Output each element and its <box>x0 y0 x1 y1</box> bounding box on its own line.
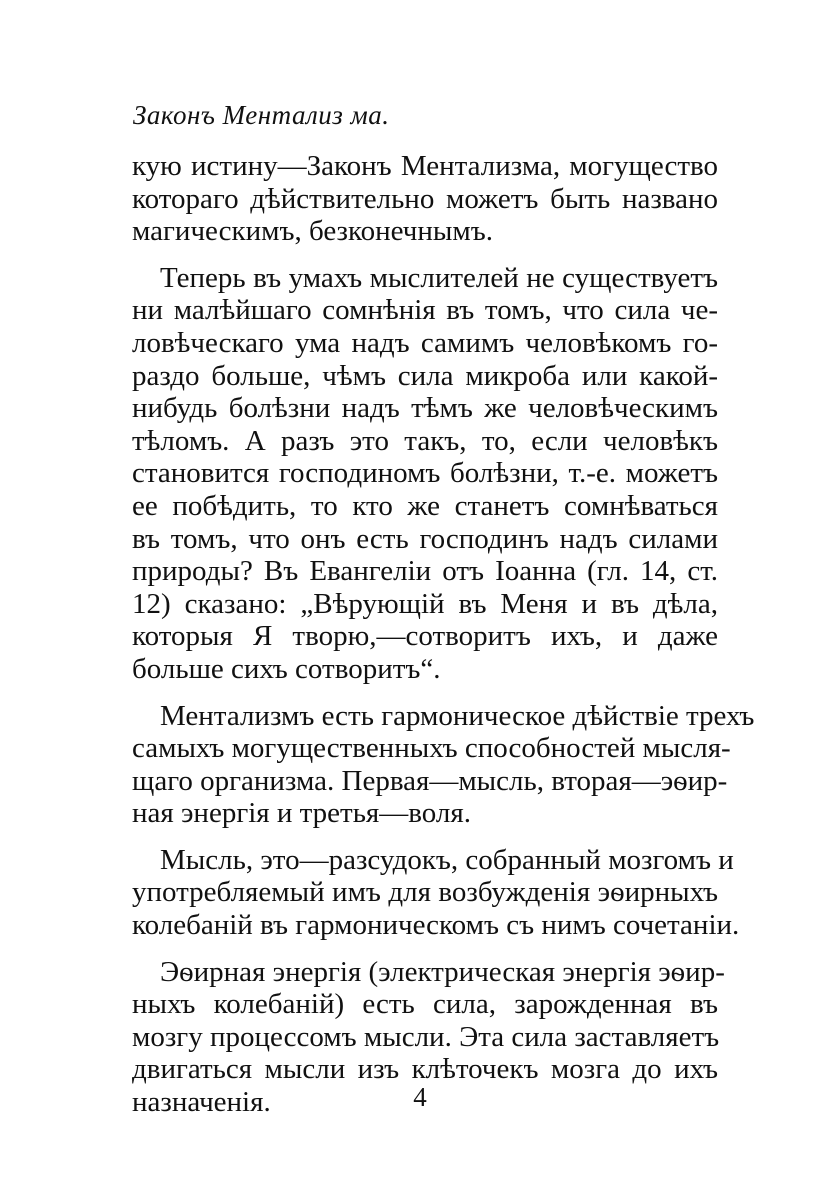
text-line: самыхъ могущественныхъ способностей мысля- <box>132 732 731 765</box>
running-head: Законъ Ментализ ма. <box>133 100 390 130</box>
text-line: колебаній въ гармоническомъ съ нимъ сочетаніи. <box>132 909 740 942</box>
page-number: 4 <box>413 1082 427 1112</box>
text-line: ная энергія и третья—воля. <box>132 797 471 830</box>
text-line: ловѣческаго ума надъ самимъ человѣкомъ го- <box>132 326 718 359</box>
text-line: становится господиномъ болѣзни, т.-е. можетъ <box>132 457 718 490</box>
text-line: котораго дѣйствительно можетъ быть названо <box>132 182 718 215</box>
body-text <box>132 150 755 1133</box>
text-line: употребляемый имъ для возбужденія эѳирныхъ <box>132 876 718 909</box>
text-line: двигаться мысли изъ клѣточекъ мозга до ихъ <box>132 1053 718 1086</box>
text-line: больше сихъ сотворитъ“. <box>132 652 441 685</box>
text-line: природы? Въ Евангеліи отъ Іоанна (гл. 14, ст. <box>132 555 718 588</box>
text-line: Мысль, это—разсудокъ, собранный мозгомъ и <box>160 843 734 876</box>
paragraph-2 <box>132 262 718 686</box>
text-line: мозгу процессомъ мысли. Эта сила заставляетъ <box>132 1020 720 1053</box>
text-line: нибудь болѣзни надъ тѣмъ же человѣческимъ <box>132 392 718 425</box>
text-line: магическимъ, безконечнымъ. <box>132 215 493 248</box>
text-line: 12) сказано: „Вѣрующій въ Меня и въ дѣла, <box>132 587 718 620</box>
text-line: щаго организма. Первая—мысль, вторая—эѳир- <box>132 764 728 797</box>
text-line: ее побѣдить, то кто же станетъ сомнѣваться <box>132 489 718 522</box>
text-line: ни малѣйшаго сомнѣнія въ томъ, что сила че- <box>132 294 718 327</box>
text-line: Эѳирная энергія (электрическая энергія эѳир- <box>160 955 725 988</box>
text-line: Теперь въ умахъ мыслителей не существуетъ <box>160 261 718 294</box>
paragraph-4 <box>132 843 740 942</box>
text-line: раздо больше, чѣмъ сила микроба или какой- <box>132 359 718 392</box>
paragraph-3 <box>132 699 755 830</box>
text-line: назначенія. <box>132 1086 271 1119</box>
text-line: въ томъ, что онъ есть господинъ надъ силами <box>132 522 718 555</box>
text-line: ныхъ колебаній) есть сила, зарожденная въ <box>132 988 718 1021</box>
text-line: кую истину—Законъ Ментализма, могущество <box>132 150 718 182</box>
text-line: Ментализмъ есть гармоническое дѣйствіе трехъ <box>160 699 755 732</box>
paragraph-1 <box>132 150 718 248</box>
text-line: тѣломъ. А разъ это такъ, то, если человѣкъ <box>132 424 718 457</box>
text-line: которыя Я творю,—сотворитъ ихъ, и даже <box>132 620 718 653</box>
